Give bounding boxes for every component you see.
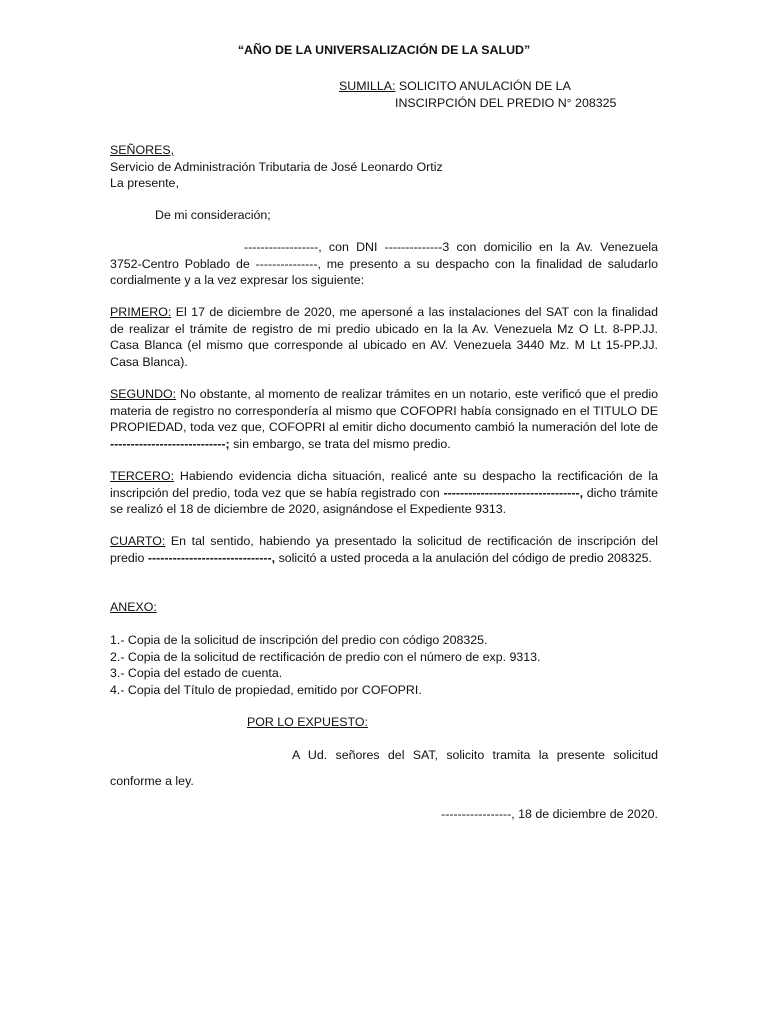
anexo-item: 3.- Copia del estado de cuenta. bbox=[110, 666, 283, 680]
cuarto-text-a: En tal sentido, habiendo ya presentado la solicitud de rectificación de inscripción del predio bbox=[110, 534, 658, 565]
intro-line-2: 3752-Centro Poblado de ---------------, me presento a su despacho con la finalidad de saludarlo bbox=[110, 256, 658, 271]
sumilla-line-1: SOLICITO ANULACIÓN DE LA bbox=[398, 79, 571, 93]
greeting: SEÑORES, bbox=[110, 143, 175, 157]
closing-request-line-1: A Ud. señores del SAT, solicito tramita la presente solicitud bbox=[292, 748, 658, 762]
anexo-item: 1.- Copia de la solicitud de inscripción del predio con código 208325. bbox=[110, 633, 488, 647]
anexo-item: 2.- Copia de la solicitud de rectificación de predio con el número de exp. 9313. bbox=[110, 649, 541, 664]
addressee-block bbox=[110, 142, 658, 192]
la-presente: La presente, bbox=[110, 176, 179, 190]
place-date: -----------------, 18 de diciembre de 2020. bbox=[441, 807, 658, 821]
primero-text: El 17 de diciembre de 2020, me apersoné a las instalaciones del SAT con la finalidad de realizar el trámite de registro de mi predio ubicado en la la Av. Venezuela Mz O Lt. 8-PP.JJ. Casa Blanca (el mismo que corresponde al ubicado en AV. Venezuela 3440 Mz. M Lt 15-PP.JJ. Casa Blanca). bbox=[110, 305, 658, 369]
cuarto-text-b: solicitó a usted proceda a la anulación del código de predio 208325. bbox=[275, 550, 652, 565]
anexo-list bbox=[110, 632, 658, 698]
sumilla bbox=[339, 78, 669, 111]
tercero-label: TERCERO: bbox=[110, 469, 175, 483]
tercero-dashes: ---------------------------------, bbox=[443, 485, 584, 500]
year-title: “AÑO DE LA UNIVERSALIZACIÓN DE LA SALUD” bbox=[237, 43, 531, 57]
anexo-heading: ANEXO: bbox=[110, 600, 157, 614]
tercero-text-a: Habiendo evidencia dicha situación, realicé ante su despacho la rectificación de la inscripción del predio, toda vez que se había registrado con bbox=[110, 469, 658, 500]
paragraph-tercero bbox=[110, 468, 658, 518]
institution-name: Servicio de Administración Tributaria de José Leonardo Ortiz bbox=[110, 159, 443, 174]
intro-line-3: cordialmente y a la vez expresar los siguiente: bbox=[110, 273, 365, 287]
primero-label: PRIMERO: bbox=[110, 305, 172, 319]
segundo-text-a: No obstante, al momento de realizar trámites en un notario, este verificó que el predio materia de registro no correspondería al mismo que COFOPRI había consignado en el TITULO DE PROPIEDAD, toda vez que, COFOPRI al emitir dicho documento cambió la numeración del lote de bbox=[110, 387, 658, 434]
paragraph-segundo bbox=[110, 386, 658, 452]
intro-line-1: ------------------, con DNI --------------3 con domicilio en la Av. Venezuela bbox=[244, 240, 658, 254]
segundo-label: SEGUNDO: bbox=[110, 387, 177, 401]
anexo-item: 4.- Copia del Título de propiedad, emitido por COFOPRI. bbox=[110, 682, 422, 697]
paragraph-cuarto bbox=[110, 533, 658, 566]
closing-heading: POR LO EXPUESTO: bbox=[247, 715, 368, 729]
sumilla-line-2: INSCIRPCIÓN DEL PREDIO N° 208325 bbox=[395, 95, 617, 110]
sumilla-label: SUMILLA: bbox=[339, 79, 396, 93]
salutation: De mi consideración; bbox=[155, 208, 271, 222]
closing-request-line-2: conforme a ley. bbox=[110, 774, 194, 788]
segundo-text-b: sin embargo, se trata del mismo predio. bbox=[229, 436, 451, 451]
intro-paragraph bbox=[110, 239, 658, 289]
paragraph-primero bbox=[110, 304, 658, 370]
cuarto-label: CUARTO: bbox=[110, 534, 166, 548]
cuarto-dashes: ------------------------------, bbox=[147, 550, 276, 565]
segundo-dashes: ----------------------------; bbox=[110, 436, 230, 451]
tercero-text-b: dicho trámite se realizó el 18 de diciembre de 2020, asignándose el Expediente 9313. bbox=[110, 485, 659, 516]
